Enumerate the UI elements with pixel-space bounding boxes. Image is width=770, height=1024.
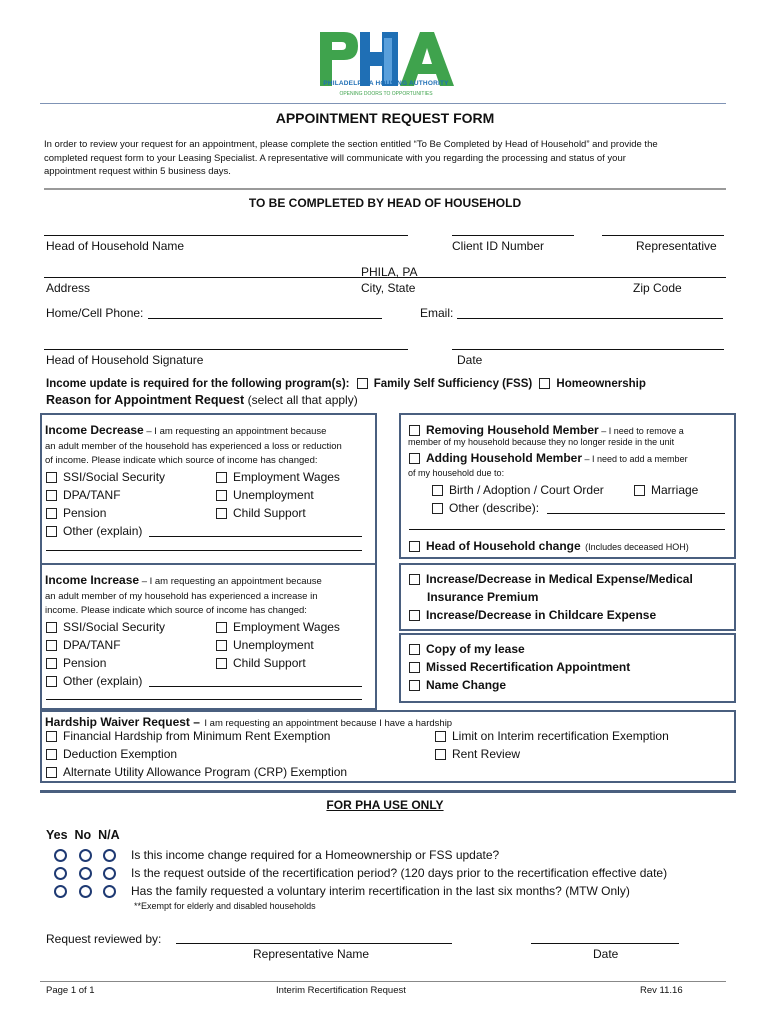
- childcare-expense-checkbox[interactable]: [409, 610, 420, 621]
- inc-other-label: Other (explain): [63, 674, 143, 688]
- financial-hardship-label: Financial Hardship from Minimum Rent Exemption: [63, 729, 331, 743]
- hoh-change-note: (Includes deceased HOH): [585, 542, 689, 552]
- inc-employment-label: Employment Wages: [233, 620, 340, 634]
- income-decrease-box: [40, 413, 377, 565]
- deduction-exemption-checkbox[interactable]: [46, 749, 57, 760]
- remove-member-desc-2: member of my household because they no longer reside in the unit: [408, 437, 675, 447]
- question-1: Is this income change required for a Homeownership or FSS update?: [131, 848, 500, 862]
- pha-logo: [316, 28, 456, 102]
- inc-unemployment-label: Unemployment: [233, 638, 314, 652]
- dec-ssi-checkbox[interactable]: [46, 472, 57, 483]
- dec-child-support-checkbox[interactable]: [216, 508, 227, 519]
- dec-other-line-2[interactable]: [46, 550, 362, 551]
- birth-label: Birth / Adoption / Court Order: [449, 483, 604, 497]
- inc-employment-checkbox[interactable]: [216, 622, 227, 633]
- exempt-footnote: **Exempt for elderly and disabled households: [134, 901, 316, 911]
- hoh-name-line[interactable]: [44, 235, 408, 236]
- dec-dpa-checkbox[interactable]: [46, 490, 57, 501]
- inc-child-support-checkbox[interactable]: [216, 658, 227, 669]
- other-describe-line-2[interactable]: [409, 529, 725, 530]
- inc-other-line-2[interactable]: [46, 699, 362, 700]
- homeownership-checkbox[interactable]: [539, 378, 550, 389]
- income-increase-desc: – I am requesting an appointment because: [139, 576, 322, 587]
- dec-unemployment-checkbox[interactable]: [216, 490, 227, 501]
- crp-exemption-checkbox[interactable]: [46, 767, 57, 778]
- email-label: Email:: [420, 306, 454, 320]
- footer-revision: Rev 11.16: [640, 985, 683, 996]
- page-title: APPOINTMENT REQUEST FORM: [275, 110, 495, 126]
- remove-member-desc: – I need to remove a: [598, 426, 684, 436]
- hardship-box: [40, 710, 736, 783]
- marriage-label: Marriage: [651, 483, 699, 497]
- reviewer-name-label: Representative Name: [253, 947, 370, 961]
- hoh-name-label: Head of Household Name: [46, 239, 185, 253]
- pha-use-rule: [40, 790, 736, 793]
- representative-line[interactable]: [602, 235, 724, 236]
- signature-date-line[interactable]: [452, 349, 724, 350]
- fss-label: Family Self Sufficiency (FSS): [373, 378, 533, 390]
- q2-na-radio[interactable]: [103, 867, 116, 880]
- deduction-exemption-label: Deduction Exemption: [63, 747, 178, 761]
- address-line[interactable]: [44, 277, 726, 278]
- question-2: Is the request outside of the recertification period? (120 days prior to the recertification effective date): [131, 866, 668, 880]
- address-label: Address: [46, 281, 91, 295]
- dec-employment-label: Employment Wages: [233, 470, 340, 484]
- income-decrease-desc-3: of income. Please indicate which source of income has changed:: [45, 455, 318, 466]
- reason-heading-sub: (select all that apply): [247, 393, 358, 407]
- email-field[interactable]: [457, 318, 723, 319]
- dec-dpa-label: DPA/TANF: [63, 488, 121, 502]
- section-rule: [44, 188, 726, 190]
- hoh-change-label: Head of Household change: [426, 539, 581, 553]
- medical-expense-label: Increase/Decrease in Medical Expense/Medical: [426, 572, 693, 586]
- inc-dpa-label: DPA/TANF: [63, 638, 121, 652]
- reason-heading: [46, 393, 358, 407]
- income-decrease-title: Income Decrease: [45, 423, 144, 437]
- inc-pension-label: Pension: [63, 656, 107, 670]
- reviewer-name-line[interactable]: [176, 943, 452, 944]
- dec-unemployment-label: Unemployment: [233, 488, 314, 502]
- income-increase-title: Income Increase: [45, 573, 140, 587]
- q2-no-radio[interactable]: [79, 867, 92, 880]
- rent-review-checkbox[interactable]: [435, 749, 446, 760]
- dec-other-checkbox[interactable]: [46, 526, 57, 537]
- medical-expense-label-2: Insurance Premium: [427, 590, 539, 604]
- homeownership-label: Homeownership: [556, 378, 646, 390]
- childcare-expense-label: Increase/Decrease in Childcare Expense: [426, 608, 657, 622]
- signature-label: Head of Household Signature: [46, 353, 204, 367]
- expense-box: [399, 563, 736, 631]
- medical-expense-checkbox[interactable]: [409, 574, 420, 585]
- missed-recert-label: Missed Recertification Appointment: [426, 660, 631, 674]
- signature-line[interactable]: [44, 349, 408, 350]
- intro-line: In order to review your request for an appointment, please complete the section entitled “To Be Completed by Head of Household” and provide the: [44, 139, 658, 150]
- marriage-checkbox[interactable]: [634, 485, 645, 496]
- name-change-checkbox[interactable]: [409, 680, 420, 691]
- household-member-box: [399, 413, 736, 559]
- inc-dpa-checkbox[interactable]: [46, 640, 57, 651]
- dec-ssi-label: SSI/Social Security: [63, 470, 166, 484]
- logo-name: PHILADELPHIA HOUSING AUTHORITY: [323, 80, 449, 87]
- q1-no-radio[interactable]: [79, 849, 92, 862]
- reason-heading-bold: Reason for Appointment Request: [46, 393, 245, 407]
- reviewer-date-label: Date: [593, 947, 619, 961]
- client-id-label: Client ID Number: [452, 239, 545, 253]
- income-increase-desc-3: income. Please indicate which source of income has changed:: [45, 605, 307, 616]
- q3-yes-radio[interactable]: [54, 885, 67, 898]
- zip-label: Zip Code: [633, 281, 682, 295]
- other-describe-label: Other (describe):: [449, 501, 540, 515]
- dec-pension-checkbox[interactable]: [46, 508, 57, 519]
- inc-ssi-checkbox[interactable]: [46, 622, 57, 633]
- q1-na-radio[interactable]: [103, 849, 116, 862]
- income-decrease-desc-2: an adult member of the household has experienced a loss or reduction: [45, 441, 342, 452]
- interim-limit-label: Limit on Interim recertification Exemption: [452, 729, 669, 743]
- client-id-line[interactable]: [452, 235, 574, 236]
- q3-no-radio[interactable]: [79, 885, 92, 898]
- hoh-heading: TO BE COMPLETED BY HEAD OF HOUSEHOLD: [248, 196, 522, 210]
- reviewer-date-line[interactable]: [531, 943, 679, 944]
- add-member-desc-2: of my household due to:: [408, 468, 505, 478]
- rent-review-label: Rent Review: [452, 747, 521, 761]
- footer-rule: [40, 981, 726, 982]
- footer-doc-name: Interim Recertification Request: [276, 985, 406, 996]
- copy-lease-label: Copy of my lease: [426, 642, 525, 656]
- yes-no-na-header: Yes No N/A: [46, 828, 120, 842]
- copy-lease-checkbox[interactable]: [409, 644, 420, 655]
- intro-line: completed request form to your Leasing Specialist. A representative will communicate with you regarding the processing and status of your: [44, 152, 626, 164]
- income-increase-box: [40, 563, 377, 710]
- inc-other-checkbox[interactable]: [46, 676, 57, 687]
- hardship-title: Hardship Waiver Request –: [45, 715, 200, 729]
- other-describe-checkbox[interactable]: [432, 503, 443, 514]
- crp-exemption-label: Alternate Utility Allowance Program (CRP) Exemption: [63, 765, 348, 779]
- question-3: Has the family requested a voluntary interim recertification in the last six months? (MTW Only): [131, 884, 630, 898]
- other-describe-line-1[interactable]: [547, 513, 725, 514]
- representative-label: Representative: [636, 239, 717, 253]
- dec-pension-label: Pension: [63, 506, 107, 520]
- birth-checkbox[interactable]: [432, 485, 443, 496]
- inc-ssi-label: SSI/Social Security: [63, 620, 166, 634]
- q1-yes-radio[interactable]: [54, 849, 67, 862]
- dec-child-support-label: Child Support: [233, 506, 306, 520]
- intro-line: appointment request within 5 business days.: [44, 166, 231, 177]
- q3-na-radio[interactable]: [103, 885, 116, 898]
- header-rule: [40, 103, 726, 104]
- fss-checkbox[interactable]: [357, 378, 368, 389]
- reviewed-by-label: Request reviewed by:: [46, 932, 162, 946]
- income-increase-desc-2: an adult member of my household has experienced a increase in: [45, 591, 318, 602]
- q2-yes-radio[interactable]: [54, 867, 67, 880]
- remove-member-checkbox[interactable]: [409, 425, 420, 436]
- name-change-label: Name Change: [426, 678, 507, 692]
- missed-recert-checkbox[interactable]: [409, 662, 420, 673]
- remove-member-title: Removing Household Member: [426, 423, 599, 437]
- phone-label: Home/Cell Phone:: [46, 306, 144, 320]
- inc-pension-checkbox[interactable]: [46, 658, 57, 669]
- income-update-label: Income update is required for the following program(s):: [46, 378, 350, 390]
- inc-unemployment-checkbox[interactable]: [216, 640, 227, 651]
- inc-child-support-label: Child Support: [233, 656, 306, 670]
- add-member-desc: – I need to add a member: [582, 454, 688, 464]
- hoh-change-checkbox[interactable]: [409, 541, 420, 552]
- income-decrease-desc: – I am requesting an appointment because: [143, 426, 327, 437]
- signature-date-label: Date: [457, 353, 483, 367]
- misc-request-box: [399, 633, 736, 703]
- income-update-row: [46, 378, 646, 390]
- hardship-desc: I am requesting an appointment because I have a hardship: [204, 718, 453, 729]
- add-member-title: Adding Household Member: [426, 451, 582, 465]
- city-value: PHILA, PA: [361, 265, 418, 279]
- city-label: City, State: [361, 281, 416, 295]
- intro-text: [44, 138, 734, 179]
- pha-use-heading: FOR PHA USE ONLY: [326, 798, 444, 812]
- dec-other-label: Other (explain): [63, 524, 143, 538]
- dec-other-line-1[interactable]: [149, 536, 362, 537]
- dec-employment-checkbox[interactable]: [216, 472, 227, 483]
- add-member-checkbox[interactable]: [409, 453, 420, 464]
- phone-field[interactable]: [148, 318, 382, 319]
- logo-tagline: OPENING DOORS TO OPPORTUNITIES: [339, 91, 433, 97]
- footer-page: Page 1 of 1: [46, 985, 95, 996]
- inc-other-line-1[interactable]: [149, 686, 362, 687]
- financial-hardship-checkbox[interactable]: [46, 731, 57, 742]
- interim-limit-checkbox[interactable]: [435, 731, 446, 742]
